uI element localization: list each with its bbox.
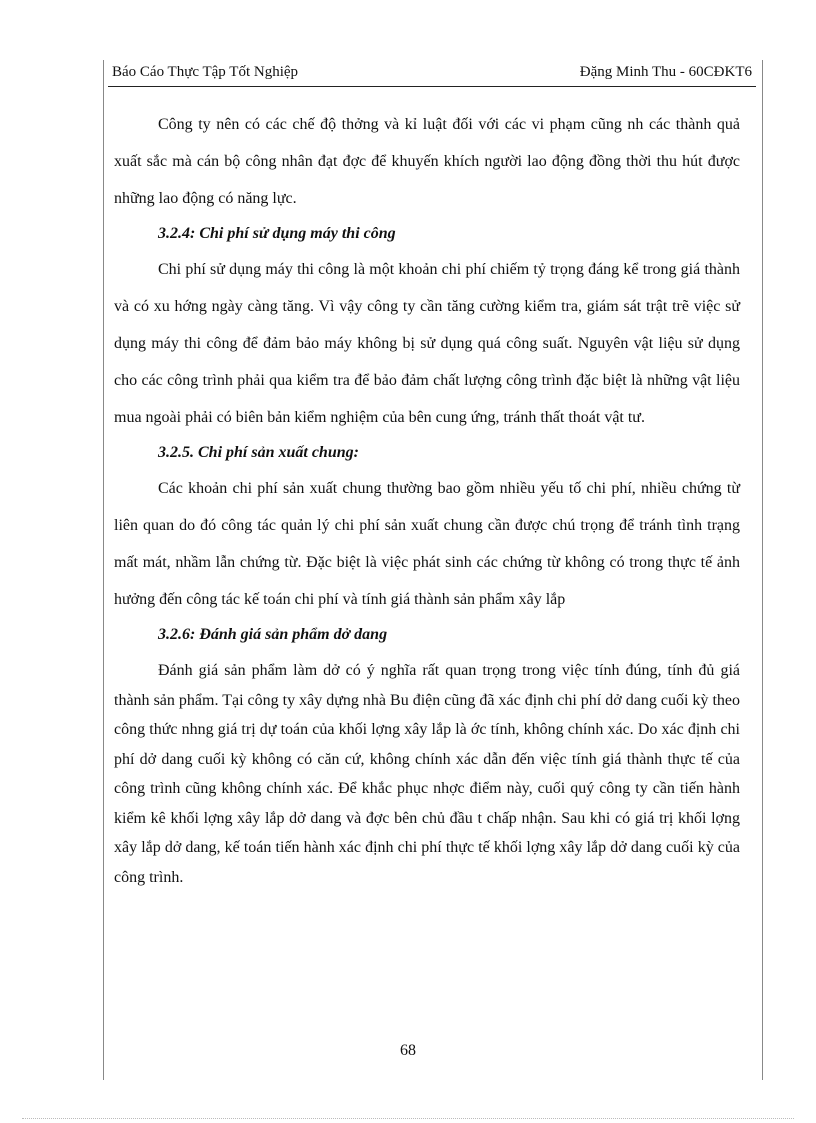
page-content <box>114 106 740 892</box>
header-author: Đặng Minh Thu - 60CĐKT6 <box>579 64 752 80</box>
header-report-title: Báo Cáo Thực Tập Tốt Nghiệp <box>112 64 299 80</box>
page-header <box>108 64 756 87</box>
section-heading-3-2-6: 3.2.6: Đánh giá sản phẩm dở dang <box>158 626 388 643</box>
paragraph-machine-cost: Chi phí sử dụng máy thi công là một khoản chi phí chiếm tỷ trọng đáng kể trong giá thành và có xu hớng ngày càng tăng. Vì vậy công ty cần tăng cường kiểm tra, giám sát trật trẽ việc sử dụng máy thi công để đảm bảo máy không bị sử dụng quá công suất. Nguyên vật liệu sử dụng cho các công trình phải qua kiểm tra để bảo đảm chất lượng công trình đặc biệt là những vật liệu mua ngoài phải có biên bản kiểm nghiệm của bên cung ứng, tránh thất thoát vật tư. <box>114 261 740 426</box>
section-heading-3-2-4: 3.2.4: Chi phí sử dụng máy thi công <box>158 225 396 242</box>
paragraph-discipline: Công ty nên có các chế độ thởng và kỉ luật đối với các vi phạm cũng nh các thành quả xuất sắc mà cán bộ công nhân đạt đợc để khuyến khích người lao động đồng thời thu hút được những lao động có năng lực. <box>114 116 740 207</box>
page-number: 68 <box>400 1042 416 1059</box>
paragraph-wip-evaluation: Đánh giá sản phẩm làm dở có ý nghĩa rất quan trọng trong việc tính đúng, tính đủ giá thành sản phẩm. Tại công ty xây dựng nhà Bu điện cũng đã xác định chi phí dở dang cuối kỳ theo công thức nhng giá trị dự toán của khối lợng xây lắp là ớc tính, không chính xác. Do xác định chi phí dở dang cuối kỳ không có căn cứ, không chính xác dẫn đến việc tính giá thành thực tế của công trình cũng không chính xác. Để khắc phục nhợc điểm này, cuối quý công ty cần tiến hành kiểm kê khối lợng xây lắp dở dang và đợc bên chủ đầu t chấp nhận. Sau khi có giá trị khối lợng xây lắp dở dang, kế toán tiến hành xác định chi phí thực tế khối lợng xây lắp dở dang cuối kỳ của công trình. <box>114 662 740 886</box>
bottom-dotted-rule <box>22 1118 794 1119</box>
section-heading-3-2-5: 3.2.5. Chi phí sản xuất chung: <box>158 444 359 461</box>
paragraph-general-production-cost: Các khoản chi phí sản xuất chung thường bao gồm nhiều yếu tố chi phí, nhiều chứng từ liên quan do đó công tác quản lý chi phí sản xuất chung cần được chú trọng để tránh tình trạng mất mát, nhầm lẫn chứng từ. Đặc biệt là việc phát sinh các chứng từ không có trong thực tế ảnh hưởng đến công tác kế toán chi phí và tính giá thành sản phẩm xây lắp <box>114 480 740 608</box>
